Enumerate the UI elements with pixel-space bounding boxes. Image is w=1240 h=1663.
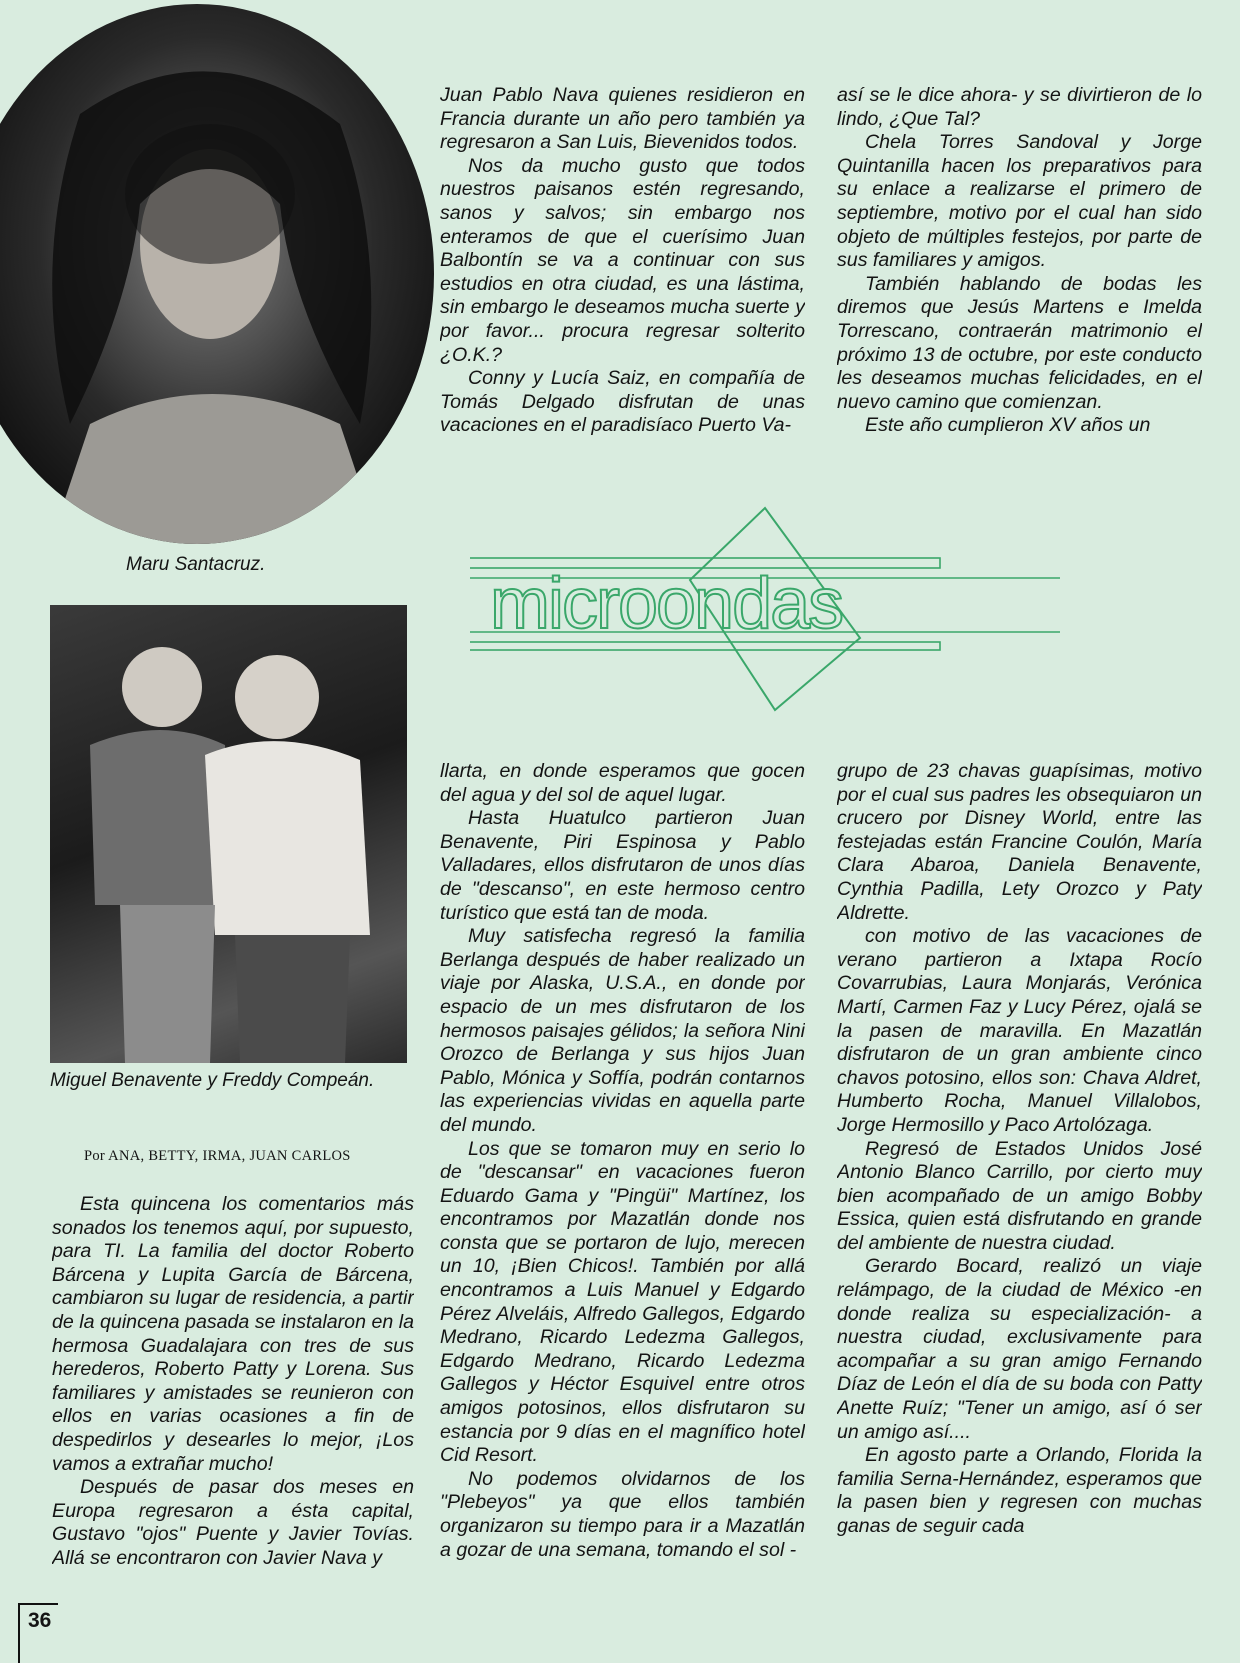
paragraph: Los que se tomaron muy en serio lo de "descansar" en vacaciones fueron Eduardo Gama y "Pingüi" Martínez, los encontramos por Mazatlán donde nos consta que se portaron de lujo, merecen un 10, ¡Bien Chicos!. También por allá encontramos a Luis Manuel y Edgardo Pérez Alveláis, Alfredo Gallegos, Edgardo Medrano, Ricardo Ledezma Gallegos, Edgardo Medrano, Ricardo Ledezma Gallegos y Héctor Esquivel entre otros amigos potosinos, ellos disfrutaron su estancia por 9 días en el magnífico hotel Cid Resort.: [440, 1137, 805, 1467]
portrait-illustration: [0, 4, 434, 544]
paragraph: con motivo de las vacaciones de verano partieron a Ixtapa Rocío Covarrubias, Laura Monjarás, Verónica Martí, Carmen Faz y Lucy Pérez, ojalá se la pasen de maravilla. En Mazatlán disfrutaron de un gran ambiente cinco chavos potosino, ellos son: Chava Aldret, Humberto Rocha, Manuel Villalobos, Jorge Hermosillo y Paco Artolózaga.: [837, 925, 1202, 1136]
boys-illustration: [50, 605, 407, 1063]
photo-caption-miguel-freddy: Miguel Benavente y Freddy Compeán.: [50, 1070, 375, 1091]
page-number: 36: [18, 1603, 58, 1663]
section-title: microondas: [490, 564, 843, 644]
paragraph: Muy satisfecha regresó la familia Berlanga después de haber realizado un viaje por Alaska, U.S.A., en donde por espacio de un mes disfrutaron de los hermosos paisajes gélidos; la señora Nini Orozco de Berlanga y sus hijos Juan Pablo, Mónica y Soffía, podrán contarnos las experiencias vividas en aquella parte del mundo.: [440, 925, 805, 1136]
paragraph: Nos da mucho gusto que todos nuestros paisanos estén regresando, sanos y salvos; sin embargo nos enteramos de que el cuerísimo Juan Balbontín se va a continuar con sus estudios en otra ciudad, es una lástima, sin embargo le deseamos mucha suerte y por favor... procura regresar solterito ¿O.K.?: [440, 154, 805, 366]
paragraph: grupo de 23 chavas guapísimas, motivo por el cual sus padres les obsequiaron un crucero por Disney World, entre las festejadas están Francine Coulón, María Clara Abaroa, Daniela Benavente, Cynthia Padilla, Lety Orozco y Paty Aldrette.: [837, 760, 1202, 924]
paragraph: llarta, en donde esperamos que gocen del agua y del sol de aquel lugar.: [440, 760, 805, 806]
paragraph: Juan Pablo Nava quienes residieron en Francia durante un año pero también ya regresaron a San Luis, Bievenidos todos.: [440, 84, 805, 154]
paragraph: Esta quincena los comentarios más sonados los tenemos aquí, por supuesto, para TI. La familia del doctor Roberto Bárcena y Lupita García de Bárcena, cambiaron su lugar de residencia, a partir de la quincena pasada se instalaron en la hermosa Guadalajara con tres de sus herederos, Roberto Patty y Lorena. Sus familiares y amistades se reunieron con ellos en varias ocasiones a fin de despedirlos y desearles lo mejor, ¡Los vamos a extrañar mucho!: [52, 1193, 414, 1475]
paragraph: Después de pasar dos meses en Europa regresaron a ésta capital, Gustavo "ojos" Puente y Javier Tovías. Allá se encontraron con Javier Nava y: [52, 1476, 414, 1569]
photo-caption-maru: Maru Santacruz.: [126, 554, 266, 575]
section-logo: [470, 500, 1130, 715]
paragraph: Hasta Huatulco partieron Juan Benavente, Piri Espinosa y Pablo Valladares, ellos disfrutaron de unos días de "descanso", en este hermoso centro turístico que está tan de moda.: [440, 807, 805, 924]
column-lower-right: [837, 760, 1202, 1650]
column-lower-left: [52, 1193, 414, 1603]
column-upper-middle: [440, 84, 805, 484]
photo-miguel-freddy: [50, 605, 407, 1063]
paragraph: Este año cumplieron XV años un: [865, 414, 1151, 437]
byline: Por ANA, BETTY, IRMA, JUAN CARLOS: [84, 1148, 351, 1164]
paragraph: No podemos olvidarnos de los "Plebeyos" ya que ellos también organizaron su tiempo para ir a Mazatlán a gozar de una semana, tomando el sol -: [440, 1467, 805, 1561]
paragraph: En agosto parte a Orlando, Florida la familia Serna-Hernández, esperamos que la pasen bien y regresen con muchas ganas de seguir cada: [837, 1444, 1202, 1537]
column-lower-middle: [440, 760, 805, 1650]
paragraph: Chela Torres Sandoval y Jorge Quintanilla hacen los preparativos para su enlace a realizarse el primero de septiembre, motivo por el cual han sido objeto de múltiples festejos, por parte de sus familiares y amigos.: [837, 131, 1202, 272]
portrait-photo-maru: [0, 4, 434, 544]
paragraph: También hablando de bodas les diremos que Jesús Martens e Imelda Torrescano, contraerán matrimonio el próximo 13 de octubre, por este conducto les deseamos muchas felicidades, en el nuevo camino que comienzan.: [837, 272, 1202, 413]
paragraph: así se le dice ahora- y se divirtieron de lo lindo, ¿Que Tal?: [837, 84, 1202, 130]
paragraph: Gerardo Bocard, realizó un viaje relámpago, de la ciudad de México -en donde realiza su especialización- a nuestra ciudad, exclusivamente para acompañar a su gran amigo Fernando Díaz de León el día de su boda con Patty Anette Ruíz; "Tener un amigo, así ó ser un amigo así....: [837, 1255, 1202, 1443]
microondas-logo-icon: [470, 500, 1130, 715]
paragraph: Conny y Lucía Saiz, en compañía de Tomás Delgado disfrutan de unas vacaciones en el paradisíaco Puerto Va-: [440, 367, 805, 437]
column-upper-right: [837, 84, 1202, 484]
paragraph: Regresó de Estados Unidos José Antonio Blanco Carrillo, por cierto muy bien acompañado de un amigo Bobby Essica, quien está disfrutando en grande del ambiente de nuestra ciudad.: [837, 1137, 1202, 1254]
